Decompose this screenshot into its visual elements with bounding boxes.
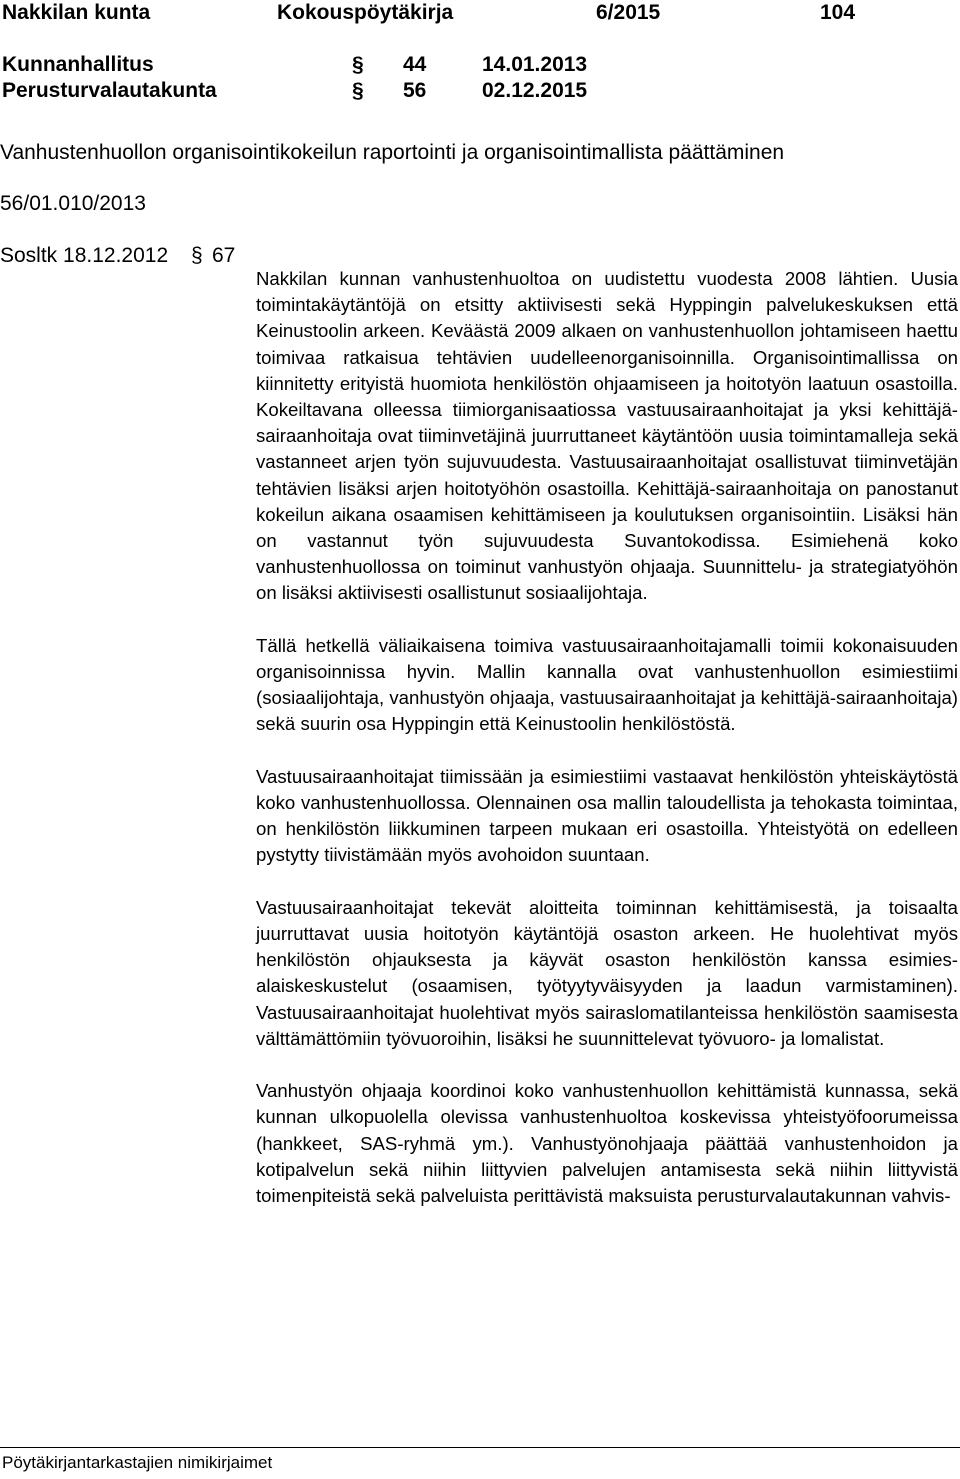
- page-number: 104: [820, 1, 856, 24]
- section-symbol-1: §: [352, 53, 364, 76]
- body-paragraph-5: Vanhustyön ohjaaja koordinoi koko vanhustenhuollon kehittämistä kunnassa, sekä kunnan ulkopuolella olevissa vanhustenhuoltoa koskevissa yhteistyöfoorumeissa (hankkeet, SAS-ryhmä ym.). Vanhustyönohjaaja päättää vanhustenhoidon ja kotipalvelun sekä niihin liittyvien palvelujen antamisesta sekä niihin liittyvistä toimenpiteistä sekä palveluista perittävistä maksuista perusturvalautakunnan vahvis-: [256, 1080, 958, 1207]
- minutes-body: [256, 266, 958, 1209]
- footer-initials-label: Pöytäkirjantarkastajien nimikirjaimet: [2, 1453, 273, 1472]
- document-number: 6/2015: [596, 1, 661, 24]
- municipality-name: Nakkilan kunta: [2, 1, 151, 24]
- meeting-ref-section-2: 56: [403, 79, 427, 102]
- earlier-handling-section: 67: [212, 244, 236, 267]
- footer-divider: [0, 1447, 960, 1448]
- body-paragraph-4: Vastuusairaanhoitajat tekevät aloitteita toiminnan kehittämisestä, ja toisaalta juurruttavat uusia hoitotyön käytäntöjä osaston arkeen. He huolehtivat myös henkilöstön ohjauksesta ja käyvät osaston henkilöstön kanssa esimies-alaiskeskustelut (osaamisen, työtyytyväisyyden ja laadun varmistaminen). Vastuusairaanhoitajat huolehtivat myös sairaslomatilanteissa henkilöstön saamisesta välttämättömiin työvuoroihin, lisäksi he suunnittelevat työvuoro- ja lomalistat.: [256, 896, 958, 1049]
- body-paragraph-3: Vastuusairaanhoitajat tiimissään ja esimiestiimi vastaavat henkilöstön yhteiskäytöstä koko vanhustenhuollossa. Olennainen osa mallin taloudellista ja tehokasta toimintaa, on henkilöstön liikkuminen tarpeen mukaan eri osastoilla. Yhteistyötä on edelleen pystytty tiivistämään myös avohoidon suuntaan.: [256, 765, 958, 866]
- earlier-handling-symbol: §: [191, 244, 203, 267]
- body-paragraph-2: Tällä hetkellä väliaikaisena toimiva vastuusairaanhoitajamalli toimii kokonaisuuden organisoinnissa hyvin. Mallin kannalla ovat vanhustenhuollon esimiestiimi (sosiaalijohtaja, vanhustyön ohjaaja, vastuusairaanhoitajat ja kehittäjä-sairaanhoitaja) sekä suurin osa Hyppingin että Keinustoolin henkilöstöstä.: [256, 634, 958, 735]
- earlier-handling-label: Sosltk 18.12.2012: [0, 244, 169, 267]
- meeting-ref-section-1: 44: [403, 53, 427, 76]
- meeting-ref-date-2: 02.12.2015: [482, 79, 588, 102]
- body-paragraph-1: Nakkilan kunnan vanhustenhuoltoa on uudistettu vuodesta 2008 lähtien. Uusia toimintakäytäntöjä on etsitty aktiivisesti sekä Hyppingin palvelukeskuksen että Keinustoolin arkeen. Keväästä 2009 alkaen on vanhustenhuollon johtamiseen haettu toimivaa ratkaisua tehtävien uudelleenorganisoinnilla. Organisointimallissa on kiinnitetty erityistä huomiota henkilöstön ohjaamiseen ja hoitotyön laatuun osastoilla. Kokeiltavana olleessa tiimiorganisaatiossa vastuusairaanhoitajat ja yksi kehittäjä-sairaanhoitaja ovat tiiminvetäjinä juurruttaneet käytäntöön uusia toimintamalleja sekä vastanneet arjen työn sujuvuudesta. Vastuusairaanhoitajat osallistuvat tiiminvetäjän tehtävien lisäksi arjen hoitotyöhön osastoilla. Kehittäjä-sairaanhoitaja on panostanut kokeilun aikana osaamisen kehittämiseen ja koulutuksen organisointiin. Lisäksi hän on vastannut työn sujuvuudesta Suvantokodissa. Esimiehenä koko vanhustenhuollossa on toiminut vanhustyön ohjaaja. Suunnittelu- ja strategiatyöhön on lisäksi aktiivisesti osallistunut sosiaalijohtaja.: [256, 268, 958, 604]
- meeting-ref-body-1: Kunnanhallitus: [2, 53, 154, 76]
- document-type: Kokouspöytäkirja: [277, 1, 454, 24]
- reference-number: 56/01.010/2013: [0, 192, 146, 215]
- agenda-subject: Vanhustenhuollon organisointikokeilun raportointi ja organisointimallista päättäminen: [0, 141, 785, 164]
- section-symbol-2: §: [352, 79, 364, 102]
- meeting-ref-body-2: Perusturvalautakunta: [2, 79, 217, 102]
- meeting-ref-date-1: 14.01.2013: [482, 53, 588, 76]
